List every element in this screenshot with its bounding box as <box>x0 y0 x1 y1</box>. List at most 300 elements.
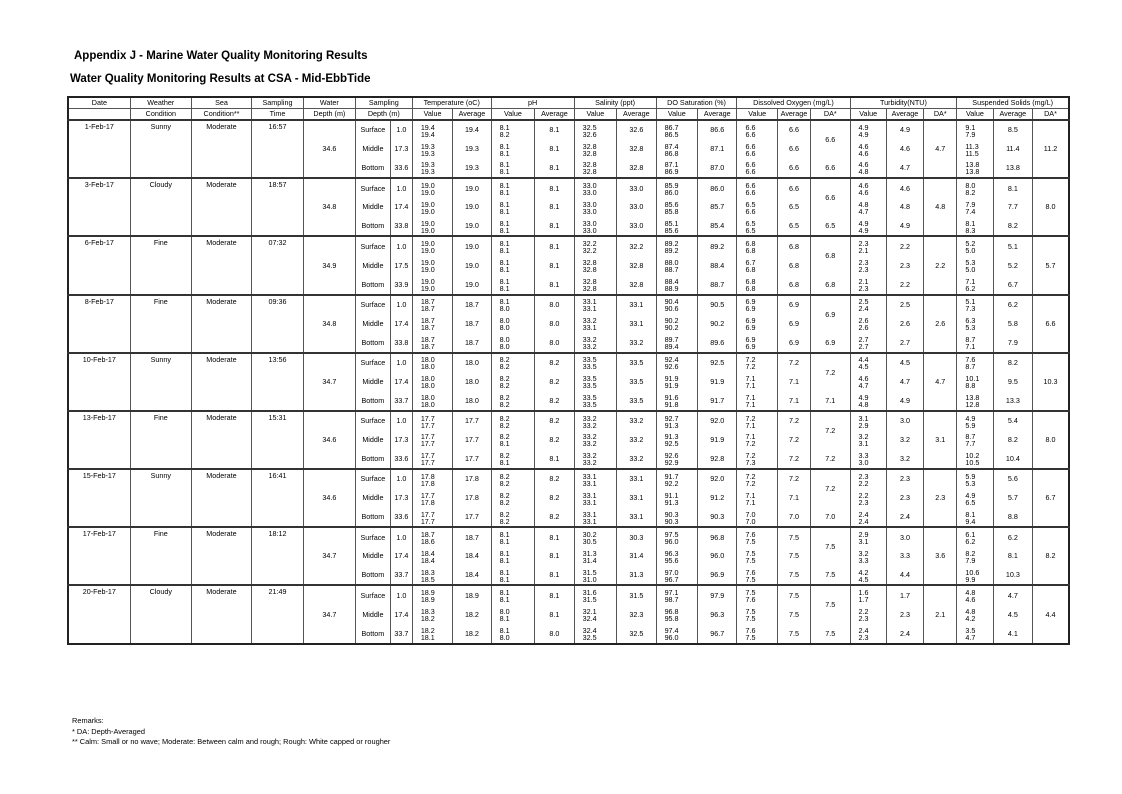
ph-value-cell <box>491 256 535 275</box>
do-value-cell <box>737 295 777 314</box>
date-cell: 13-Feb-17 <box>68 411 130 469</box>
do-reading: 7.2 <box>745 362 756 372</box>
date-cell: 10-Feb-17 <box>68 353 130 411</box>
turb-reading: 2.6 <box>858 316 869 326</box>
ph-reading: 8.0 <box>499 334 510 344</box>
ss-average-cell: 13.8 <box>993 159 1032 178</box>
ph-value-cell <box>491 391 535 410</box>
ph-value-cell <box>491 508 535 527</box>
ph-value-cell <box>491 488 535 507</box>
sal-average-cell: 32.2 <box>617 236 656 255</box>
ph-reading: 8.2 <box>499 393 510 403</box>
turb-average-cell: 2.3 <box>886 605 923 624</box>
do-value-cell <box>737 236 777 255</box>
do-reading: 6.9 <box>745 334 756 344</box>
depth-level-cell: Middle <box>355 198 390 217</box>
temp-reading: 18.9 <box>420 595 435 605</box>
turb-reading: 2.7 <box>858 334 869 344</box>
column-header: Sampling <box>355 97 412 109</box>
remarks <box>72 716 390 748</box>
table-row <box>68 178 1069 197</box>
do-reading: 6.9 <box>745 297 756 307</box>
turb-reading: 2.2 <box>858 490 869 500</box>
ph-value-cell <box>491 547 535 566</box>
temp-average-cell: 18.2 <box>453 624 491 643</box>
dos-reading: 85.6 <box>664 199 679 209</box>
turb-average-cell: 4.9 <box>886 217 923 236</box>
turbidity-depth-averaged-cell: 3.6 <box>924 527 957 585</box>
do-average-cell: 7.5 <box>777 527 810 546</box>
sal-value-cell <box>574 333 617 352</box>
sal-average-cell: 32.3 <box>617 605 656 624</box>
ph-reading: 8.1 <box>499 567 510 577</box>
dos-reading: 87.4 <box>664 141 679 151</box>
sal-reading: 32.2 <box>582 246 597 256</box>
ss-reading: 7.1 <box>965 341 976 351</box>
do-reading: 7.6 <box>745 567 756 577</box>
do-average-cell: 6.6 <box>777 120 810 139</box>
temp-average-cell: 18.7 <box>453 527 491 546</box>
ss-reading: 5.2 <box>965 239 976 249</box>
temp-average-cell: 17.8 <box>453 488 491 507</box>
temp-reading: 19.3 <box>420 160 435 170</box>
ss-average-cell: 10.4 <box>993 450 1032 469</box>
temp-value-cell <box>412 295 452 314</box>
sampling-depth-cell: 17.3 <box>391 139 413 158</box>
turb-reading: 3.3 <box>858 451 869 461</box>
turb-average-cell: 3.0 <box>886 527 923 546</box>
ss-value-cell <box>957 295 993 314</box>
table-title: Water Quality Monitoring Results at CSA - Mid-EbbTide <box>70 73 371 85</box>
temp-reading: 19.0 <box>420 257 435 267</box>
ss-average-cell: 8.8 <box>993 508 1032 527</box>
ph-value-cell <box>491 411 535 430</box>
dos-reading: 95.6 <box>664 555 679 565</box>
ph-reading: 8.0 <box>499 606 510 616</box>
sal-average-cell: 33.1 <box>617 469 656 488</box>
depth-level-cell: Surface <box>355 120 390 139</box>
sal-value-cell <box>574 430 617 449</box>
ss-value-cell <box>957 333 993 352</box>
depth-level-cell: Bottom <box>355 566 390 585</box>
dos-reading: 88.0 <box>664 257 679 267</box>
water-depth-cell: 34.6 <box>303 120 355 178</box>
depth-level-cell: Middle <box>355 605 390 624</box>
ph-reading: 8.0 <box>499 304 510 314</box>
dos-value-cell <box>656 236 697 255</box>
ss-value-cell <box>957 256 993 275</box>
ss-value-cell <box>957 469 993 488</box>
temp-reading: 18.7 <box>420 341 435 351</box>
do-value-cell <box>737 508 777 527</box>
turb-average-cell: 3.0 <box>886 411 923 430</box>
do-reading: 7.2 <box>745 355 756 365</box>
dos-reading: 96.0 <box>664 536 679 546</box>
sal-average-cell: 31.4 <box>617 547 656 566</box>
sampling-depth-cell: 17.4 <box>391 605 413 624</box>
depth-level-cell: Surface <box>355 353 390 372</box>
table-row <box>68 469 1069 488</box>
ph-reading: 8.1 <box>499 283 510 293</box>
sampling-depth-cell: 17.4 <box>391 198 413 217</box>
dos-reading: 90.3 <box>664 516 679 526</box>
turb-reading: 4.2 <box>858 567 869 577</box>
sal-average-cell: 32.8 <box>617 139 656 158</box>
column-header: Temperature (oC) <box>412 97 491 109</box>
ss-reading: 7.7 <box>965 439 976 449</box>
dos-value-cell <box>656 159 697 178</box>
do-value-cell <box>737 450 777 469</box>
sea-condition-cell: Moderate <box>191 120 251 178</box>
ss-depth-averaged-cell: 6.6 <box>1033 295 1069 353</box>
temp-reading: 19.0 <box>420 264 435 274</box>
ph-reading: 8.2 <box>499 420 510 430</box>
turb-reading: 2.3 <box>858 497 869 507</box>
water-depth-cell: 34.7 <box>303 353 355 411</box>
do-reading: 7.5 <box>745 548 756 558</box>
ss-value-cell <box>957 605 993 624</box>
sal-reading: 32.8 <box>582 283 597 293</box>
ph-reading: 8.2 <box>499 413 510 423</box>
do-bottom-da-cell: 7.0 <box>811 508 850 527</box>
ph-average-cell: 8.2 <box>535 469 574 488</box>
temp-reading: 18.0 <box>420 393 435 403</box>
sal-reading: 32.8 <box>582 264 597 274</box>
turb-average-cell: 4.9 <box>886 120 923 139</box>
temp-average-cell: 17.7 <box>453 430 491 449</box>
sal-reading: 33.1 <box>582 490 597 500</box>
temp-average-cell: 17.7 <box>453 508 491 527</box>
do-average-cell: 7.5 <box>777 624 810 643</box>
temp-value-cell <box>412 469 452 488</box>
table-row <box>68 295 1069 314</box>
dos-value-cell <box>656 139 697 158</box>
turb-reading: 1.6 <box>858 588 869 598</box>
sal-value-cell <box>574 547 617 566</box>
sampling-time-cell: 13:56 <box>252 353 304 411</box>
temp-value-cell <box>412 585 452 604</box>
table-row <box>68 585 1069 604</box>
dos-average-cell: 86.0 <box>698 178 737 197</box>
weather-cell: Sunny <box>130 469 191 527</box>
ss-reading: 10.5 <box>965 458 980 468</box>
temp-value-cell <box>412 178 452 197</box>
temp-reading: 17.7 <box>420 458 435 468</box>
turb-average-cell: 2.6 <box>886 314 923 333</box>
dos-average-cell: 90.5 <box>698 295 737 314</box>
ss-reading: 8.7 <box>965 362 976 372</box>
column-subheader: Average <box>453 109 491 121</box>
sea-condition-cell: Moderate <box>191 585 251 643</box>
ss-reading: 12.8 <box>965 400 980 410</box>
temp-reading: 19.4 <box>420 129 435 139</box>
do-bottom-da-cell: 6.6 <box>811 159 850 178</box>
sal-reading: 33.0 <box>582 206 597 216</box>
temp-reading: 19.0 <box>420 225 435 235</box>
do-value-cell <box>737 139 777 158</box>
ss-average-cell: 6.2 <box>993 527 1032 546</box>
temp-reading: 18.3 <box>420 567 435 577</box>
turb-reading: 3.1 <box>858 439 869 449</box>
sal-value-cell <box>574 411 617 430</box>
ph-reading: 8.2 <box>499 497 510 507</box>
ss-reading: 8.1 <box>965 218 976 228</box>
date-cell: 17-Feb-17 <box>68 527 130 585</box>
turb-reading: 4.6 <box>858 141 869 151</box>
dos-reading: 97.4 <box>664 625 679 635</box>
depth-level-cell: Bottom <box>355 159 390 178</box>
sal-reading: 32.8 <box>582 276 597 286</box>
sal-reading: 33.2 <box>582 458 597 468</box>
turb-reading: 3.1 <box>858 413 869 423</box>
water-depth-cell: 34.7 <box>303 585 355 643</box>
sal-reading: 33.5 <box>582 374 597 384</box>
ss-reading: 7.9 <box>965 555 976 565</box>
turb-reading: 2.3 <box>858 257 869 267</box>
ph-value-cell <box>491 314 535 333</box>
depth-level-cell: Middle <box>355 314 390 333</box>
water-depth-cell: 34.8 <box>303 295 355 353</box>
dos-average-cell: 91.2 <box>698 488 737 507</box>
sampling-depth-cell: 1.0 <box>391 469 413 488</box>
ph-average-cell: 8.1 <box>535 605 574 624</box>
sal-reading: 32.4 <box>582 613 597 623</box>
dos-reading: 97.5 <box>664 529 679 539</box>
ph-average-cell: 8.1 <box>535 120 574 139</box>
column-header: Dissolved Oxygen (mg/L) <box>737 97 850 109</box>
temp-value-cell <box>412 566 452 585</box>
ph-average-cell: 8.1 <box>535 256 574 275</box>
sal-reading: 33.2 <box>582 451 597 461</box>
ss-average-cell: 5.8 <box>993 314 1032 333</box>
ss-average-cell: 7.7 <box>993 198 1032 217</box>
turb-reading: 4.7 <box>858 206 869 216</box>
ss-value-cell <box>957 527 993 546</box>
do-reading: 7.1 <box>745 420 756 430</box>
ss-average-cell: 11.4 <box>993 139 1032 158</box>
temp-reading: 19.3 <box>420 148 435 158</box>
sea-condition-cell: Moderate <box>191 469 251 527</box>
sal-reading: 31.0 <box>582 574 597 584</box>
temp-reading: 18.2 <box>420 613 435 623</box>
turb-reading: 3.2 <box>858 432 869 442</box>
do-bottom-da-cell: 6.9 <box>811 333 850 352</box>
column-subheader: Depth (m) <box>355 109 412 121</box>
ph-reading: 8.2 <box>499 432 510 442</box>
dos-average-cell: 90.3 <box>698 508 737 527</box>
sal-reading: 33.0 <box>582 225 597 235</box>
ss-average-cell: 6.2 <box>993 295 1032 314</box>
column-subheader <box>68 109 130 121</box>
depth-level-cell: Middle <box>355 430 390 449</box>
turbidity-depth-averaged-cell: 4.8 <box>924 178 957 236</box>
sal-reading: 33.5 <box>582 355 597 365</box>
ph-reading: 8.1 <box>499 529 510 539</box>
turb-value-cell <box>850 314 886 333</box>
ss-depth-averaged-cell: 5.7 <box>1033 236 1069 294</box>
ph-reading: 8.1 <box>499 187 510 197</box>
ph-reading: 8.1 <box>499 458 510 468</box>
turbidity-depth-averaged-cell: 2.1 <box>924 585 957 643</box>
sal-average-cell: 31.5 <box>617 585 656 604</box>
ss-reading: 9.4 <box>965 516 976 526</box>
dos-value-cell <box>656 450 697 469</box>
temp-average-cell: 19.4 <box>453 120 491 139</box>
do-average-cell: 6.8 <box>777 256 810 275</box>
temp-reading: 19.0 <box>420 187 435 197</box>
turb-value-cell <box>850 295 886 314</box>
ph-average-cell: 8.1 <box>535 178 574 197</box>
sampling-depth-cell: 1.0 <box>391 295 413 314</box>
dos-reading: 90.2 <box>664 323 679 333</box>
dos-value-cell <box>656 275 697 294</box>
sal-reading: 30.5 <box>582 536 597 546</box>
turb-value-cell <box>850 275 886 294</box>
dos-value-cell <box>656 391 697 410</box>
column-subheader: DA* <box>811 109 850 121</box>
sea-condition-cell: Moderate <box>191 295 251 353</box>
ss-reading: 6.3 <box>965 316 976 326</box>
sal-reading: 32.8 <box>582 160 597 170</box>
temp-average-cell: 18.7 <box>453 295 491 314</box>
temp-average-cell: 18.4 <box>453 566 491 585</box>
date-cell: 8-Feb-17 <box>68 295 130 353</box>
dos-value-cell <box>656 217 697 236</box>
dos-average-cell: 92.0 <box>698 411 737 430</box>
sal-reading: 31.5 <box>582 595 597 605</box>
sal-reading: 33.0 <box>582 187 597 197</box>
table-row <box>68 120 1069 139</box>
ss-reading: 10.6 <box>965 567 980 577</box>
ph-reading: 8.2 <box>499 451 510 461</box>
ss-reading: 4.2 <box>965 613 976 623</box>
turb-average-cell: 4.5 <box>886 353 923 372</box>
do-reading: 7.0 <box>745 516 756 526</box>
ph-average-cell: 8.2 <box>535 411 574 430</box>
turb-reading: 4.5 <box>858 574 869 584</box>
ss-value-cell <box>957 353 993 372</box>
dos-reading: 85.6 <box>664 225 679 235</box>
ss-reading: 10.1 <box>965 374 980 384</box>
ss-depth-averaged-cell: 4.4 <box>1033 585 1069 643</box>
turb-reading: 4.6 <box>858 160 869 170</box>
sal-reading: 32.8 <box>582 148 597 158</box>
dos-reading: 98.7 <box>664 595 679 605</box>
ph-average-cell: 8.0 <box>535 333 574 352</box>
column-header: DO Saturation (%) <box>656 97 737 109</box>
sal-average-cell: 33.1 <box>617 295 656 314</box>
do-reading: 7.5 <box>745 632 756 642</box>
temp-value-cell <box>412 605 452 624</box>
ss-average-cell: 8.5 <box>993 120 1032 139</box>
depth-level-cell: Surface <box>355 527 390 546</box>
temp-reading: 17.7 <box>420 413 435 423</box>
do-reading: 6.9 <box>745 341 756 351</box>
ss-reading: 9.1 <box>965 122 976 132</box>
turb-value-cell <box>850 430 886 449</box>
dos-average-cell: 85.4 <box>698 217 737 236</box>
ph-reading: 8.2 <box>499 490 510 500</box>
do-reading: 6.6 <box>745 141 756 151</box>
turbidity-depth-averaged-cell: 2.3 <box>924 469 957 527</box>
dos-reading: 91.9 <box>664 374 679 384</box>
ss-reading: 5.0 <box>965 246 976 256</box>
ss-depth-averaged-cell: 6.7 <box>1033 469 1069 527</box>
ss-reading: 5.9 <box>965 420 976 430</box>
ss-reading: 5.1 <box>965 297 976 307</box>
ss-value-cell <box>957 236 993 255</box>
ss-reading: 8.8 <box>965 381 976 391</box>
ss-average-cell: 6.7 <box>993 275 1032 294</box>
sal-average-cell: 33.0 <box>617 198 656 217</box>
ss-value-cell <box>957 372 993 391</box>
ph-reading: 8.0 <box>499 323 510 333</box>
turb-value-cell <box>850 391 886 410</box>
temp-reading: 18.7 <box>420 529 435 539</box>
ph-reading: 8.1 <box>499 276 510 286</box>
temp-average-cell: 18.4 <box>453 547 491 566</box>
ph-value-cell <box>491 333 535 352</box>
do-reading: 6.6 <box>745 180 756 190</box>
dos-value-cell <box>656 178 697 197</box>
ph-average-cell: 8.1 <box>535 566 574 585</box>
temp-reading: 17.7 <box>420 451 435 461</box>
do-value-cell <box>737 430 777 449</box>
ph-average-cell: 8.1 <box>535 198 574 217</box>
sal-value-cell <box>574 585 617 604</box>
ss-reading: 8.2 <box>965 187 976 197</box>
ss-reading: 6.2 <box>965 536 976 546</box>
ss-average-cell: 5.2 <box>993 256 1032 275</box>
ph-reading: 8.1 <box>499 180 510 190</box>
ph-reading: 8.1 <box>499 297 510 307</box>
sal-average-cell: 33.5 <box>617 372 656 391</box>
turb-value-cell <box>850 566 886 585</box>
temp-value-cell <box>412 430 452 449</box>
depth-level-cell: Surface <box>355 411 390 430</box>
depth-level-cell: Middle <box>355 256 390 275</box>
do-reading: 7.1 <box>745 490 756 500</box>
sampling-depth-cell: 1.0 <box>391 411 413 430</box>
weather-cell: Fine <box>130 295 191 353</box>
do-reading: 7.1 <box>745 432 756 442</box>
sal-average-cell: 33.0 <box>617 217 656 236</box>
temp-value-cell <box>412 217 452 236</box>
turb-reading: 2.9 <box>858 529 869 539</box>
turb-reading: 2.3 <box>858 283 869 293</box>
dos-value-cell <box>656 314 697 333</box>
ss-reading: 7.1 <box>965 276 976 286</box>
turb-value-cell <box>850 469 886 488</box>
ss-average-cell: 8.2 <box>993 430 1032 449</box>
sal-reading: 32.5 <box>582 632 597 642</box>
sal-reading: 33.0 <box>582 199 597 209</box>
sal-value-cell <box>574 120 617 139</box>
ss-reading: 10.2 <box>965 451 980 461</box>
dos-reading: 89.2 <box>664 239 679 249</box>
sal-reading: 32.8 <box>582 141 597 151</box>
dos-value-cell <box>656 295 697 314</box>
ph-reading: 8.2 <box>499 400 510 410</box>
sal-value-cell <box>574 566 617 585</box>
turb-reading: 2.5 <box>858 297 869 307</box>
sal-average-cell: 33.2 <box>617 411 656 430</box>
depth-level-cell: Surface <box>355 178 390 197</box>
do-reading: 7.6 <box>745 595 756 605</box>
depth-level-cell: Middle <box>355 372 390 391</box>
do-average-cell: 7.1 <box>777 488 810 507</box>
dos-reading: 96.7 <box>664 574 679 584</box>
